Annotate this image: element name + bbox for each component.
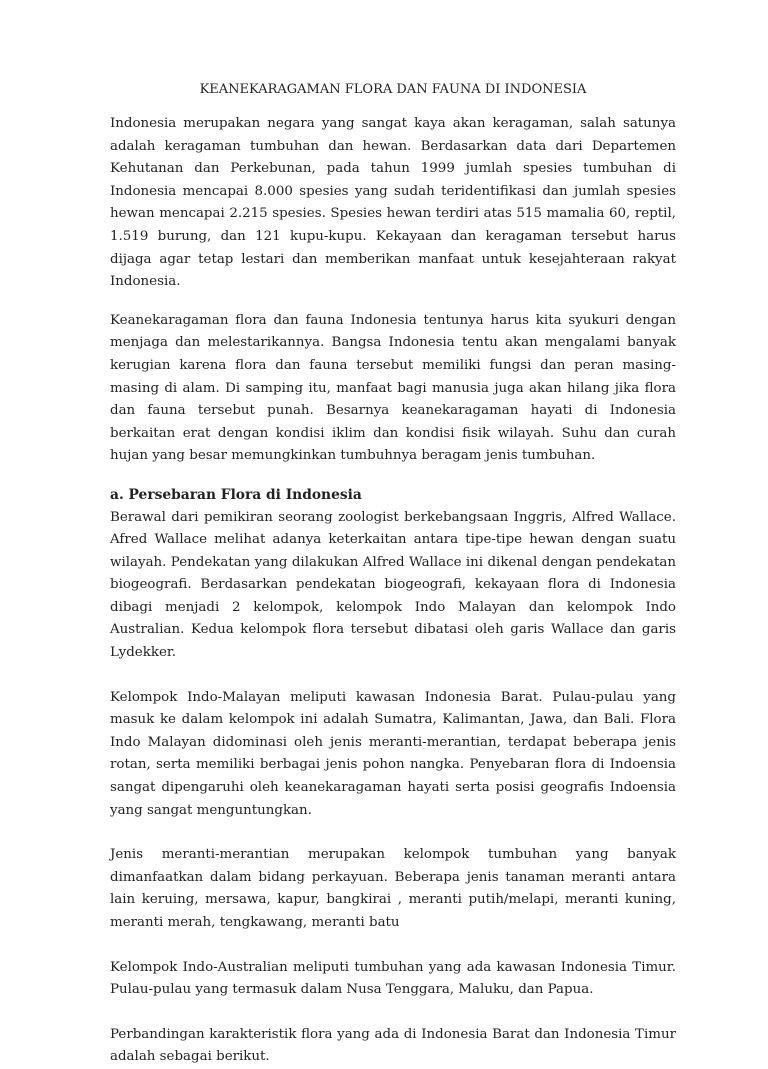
document-page <box>110 82 676 1069</box>
intro-paragraph-1: Indonesia merupakan negara yang sangat kaya akan keragaman, salah satunya adalah keragaman tumbuhan dan hewan. Berdasarkan data dari Departemen Kehutanan dan Perkebunan, pada tahun 1999 jumlah spesies tumbuhan di Indonesia mencapai 8.000 spesies yang sudah teridentifikasi dan jumlah spesies hewan mencapai 2.215 spesies. Spesies hewan terdiri atas 515 mamalia 60, reptil, 1.519 burung, dan 121 kupu-kupu. Kekayaan dan keragaman tersebut harus dijaga agar tetap lestari dan memberikan manfaat untuk kesejahteraan rakyat Indonesia. <box>110 116 676 290</box>
section-a-paragraph-3: Jenis meranti-merantian merupakan kelompok tumbuhan yang banyak dimanfaatkan dalam bidang perkayuan. Beberapa jenis tanaman meranti antara lain keruing, mersawa, kapur, bangkirai , meranti putih/melapi, meranti kuning, meranti merah, tengkawang, meranti batu <box>110 847 676 930</box>
section-a-paragraph-2: Kelompok Indo-Malayan meliputi kawasan Indonesia Barat. Pulau-pulau yang masuk ke dalam kelompok ini adalah Sumatra, Kalimantan, Jawa, dan Bali. Flora Indo Malayan didominasi oleh jenis meranti-merantian, terdapat beberapa jenis rotan, serta memiliki berbagai jenis pohon nangka. Penyebaran flora di Indoensia sangat dipengaruhi oleh keanekaragaman hayati serta posisi geografis Indoensia yang sangat menguntungkan. <box>110 689 676 818</box>
section-a-paragraph-4: Kelompok Indo-Australian meliputi tumbuhan yang ada kawasan Indonesia Timur. Pulau-pulau yang termasuk dalam Nusa Tenggara, Maluku, dan Papua. <box>110 959 676 998</box>
section-a-paragraph-1: Berawal dari pemikiran seorang zoologist berkebangsaan Inggris, Alfred Wallace. Afred Wallace melihat adanya keterkaitan antara tipe-tipe hewan dengan suatu wilayah. Pendekatan yang dilakukan Alfred Wallace ini dikenal dengan pendekatan biogeografi. Berdasarkan pendekatan biogeografi, kekayaan flora di Indonesia dibagi menjadi 2 kelompok, kelompok Indo Malayan dan kelompok Indo Australian. Kedua kelompok flora tersebut dibatasi oleh garis Wallace dan garis Lydekker. <box>110 509 676 661</box>
document-title: KEANEKARAGAMAN FLORA DAN FAUNA DI INDONESIA <box>199 82 587 97</box>
section-a-heading: a. Persebaran Flora di Indonesia <box>110 486 362 503</box>
intro-paragraph-2: Keanekaragaman flora dan fauna Indonesia tentunya harus kita syukuri dengan menjaga dan melestarikannya. Bangsa Indonesia tentu akan mengalami banyak kerugian karena flora dan fauna tersebut memiliki fungsi dan peran masing-masing di alam. Di samping itu, manfaat bagi manusia juga akan hilang jika flora dan fauna tersebut punah. Besarnya keanekaragaman hayati di Indonesia berkaitan erat dengan kondisi iklim dan kondisi fisik wilayah. Suhu dan curah hujan yang besar memungkinkan tumbuhnya beragam jenis tumbuhan. <box>110 312 676 464</box>
section-a-paragraph-5: Perbandingan karakteristik flora yang ada di Indonesia Barat dan Indonesia Timur adalah sebagai berikut. <box>110 1026 676 1065</box>
